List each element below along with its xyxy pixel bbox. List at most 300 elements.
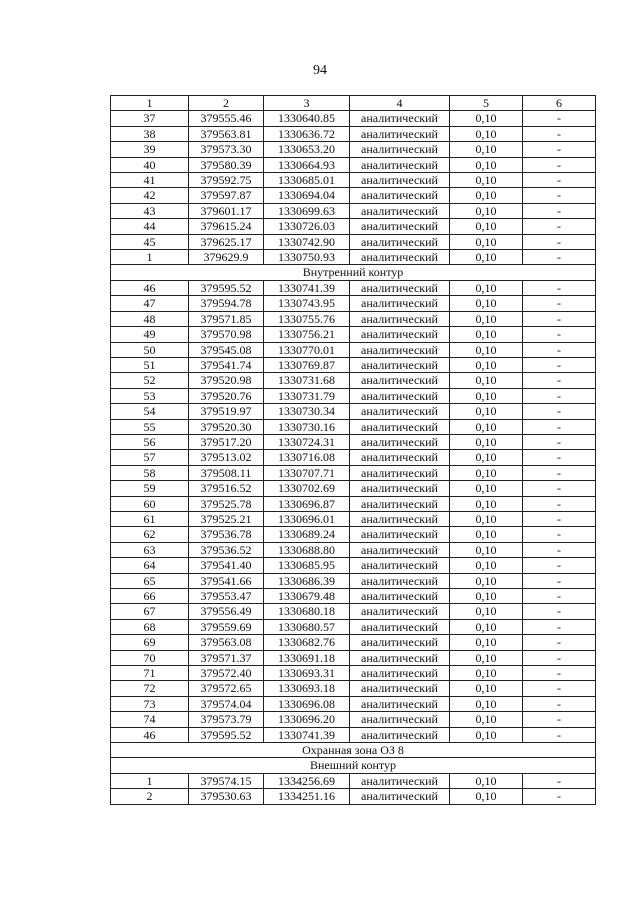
accuracy-cell: 0,10 [450, 712, 523, 727]
point-number-cell: 57 [111, 450, 189, 465]
point-number-cell: 1 [111, 773, 189, 788]
accuracy-cell: 0,10 [450, 327, 523, 342]
table-row [111, 250, 596, 265]
table-row [111, 388, 596, 403]
method-cell: аналитический [350, 481, 450, 496]
table-row [111, 142, 596, 157]
method-cell: аналитический [350, 604, 450, 619]
section-heading: Внешний контур [111, 758, 596, 773]
table-row [111, 573, 596, 588]
x-coordinate-cell: 379513.02 [189, 450, 264, 465]
accuracy-cell: 0,10 [450, 280, 523, 295]
accuracy-cell: 0,10 [450, 111, 523, 126]
table-row [111, 465, 596, 480]
x-coordinate-cell: 379545.08 [189, 342, 264, 357]
y-coordinate-cell: 1330696.01 [264, 511, 350, 526]
note-cell: - [523, 419, 596, 434]
table-row [111, 727, 596, 742]
method-cell: аналитический [350, 712, 450, 727]
x-coordinate-cell: 379541.40 [189, 558, 264, 573]
note-cell: - [523, 619, 596, 634]
x-coordinate-cell: 379595.52 [189, 280, 264, 295]
note-cell: - [523, 280, 596, 295]
table-row [111, 311, 596, 326]
method-cell: аналитический [350, 142, 450, 157]
x-coordinate-cell: 379573.30 [189, 142, 264, 157]
y-coordinate-cell: 1330699.63 [264, 203, 350, 218]
point-number-cell: 72 [111, 681, 189, 696]
y-coordinate-cell: 1330696.87 [264, 496, 350, 511]
table-row [111, 342, 596, 357]
accuracy-cell: 0,10 [450, 696, 523, 711]
table-row [111, 712, 596, 727]
method-cell: аналитический [350, 203, 450, 218]
point-number-cell: 51 [111, 357, 189, 372]
point-number-cell: 39 [111, 142, 189, 157]
y-coordinate-cell: 1330688.80 [264, 542, 350, 557]
point-number-cell: 52 [111, 373, 189, 388]
header-cell-5: 5 [450, 96, 523, 111]
x-coordinate-cell: 379580.39 [189, 157, 264, 172]
y-coordinate-cell: 1330769.87 [264, 357, 350, 372]
table-row [111, 635, 596, 650]
point-number-cell: 38 [111, 126, 189, 141]
point-number-cell: 71 [111, 666, 189, 681]
method-cell: аналитический [350, 280, 450, 295]
point-number-cell: 50 [111, 342, 189, 357]
note-cell: - [523, 342, 596, 357]
method-cell: аналитический [350, 511, 450, 526]
x-coordinate-cell: 379559.69 [189, 619, 264, 634]
method-cell: аналитический [350, 650, 450, 665]
note-cell: - [523, 126, 596, 141]
x-coordinate-cell: 379520.98 [189, 373, 264, 388]
point-number-cell: 44 [111, 219, 189, 234]
table-row [111, 419, 596, 434]
method-cell: аналитический [350, 465, 450, 480]
accuracy-cell: 0,10 [450, 511, 523, 526]
table-row [111, 234, 596, 249]
x-coordinate-cell: 379595.52 [189, 727, 264, 742]
coordinates-table [110, 95, 596, 805]
accuracy-cell: 0,10 [450, 558, 523, 573]
method-cell: аналитический [350, 157, 450, 172]
table-row [111, 404, 596, 419]
note-cell: - [523, 357, 596, 372]
table-row [111, 589, 596, 604]
table-row [111, 296, 596, 311]
y-coordinate-cell: 1330679.48 [264, 589, 350, 604]
y-coordinate-cell: 1330741.39 [264, 280, 350, 295]
note-cell: - [523, 666, 596, 681]
table-row [111, 111, 596, 126]
accuracy-cell: 0,10 [450, 481, 523, 496]
table-row [111, 666, 596, 681]
method-cell: аналитический [350, 773, 450, 788]
method-cell: аналитический [350, 327, 450, 342]
note-cell: - [523, 542, 596, 557]
method-cell: аналитический [350, 373, 450, 388]
point-number-cell: 61 [111, 511, 189, 526]
accuracy-cell: 0,10 [450, 250, 523, 265]
point-number-cell: 73 [111, 696, 189, 711]
table-row [111, 481, 596, 496]
method-cell: аналитический [350, 666, 450, 681]
method-cell: аналитический [350, 573, 450, 588]
x-coordinate-cell: 379572.40 [189, 666, 264, 681]
accuracy-cell: 0,10 [450, 126, 523, 141]
x-coordinate-cell: 379563.81 [189, 126, 264, 141]
note-cell: - [523, 681, 596, 696]
method-cell: аналитический [350, 681, 450, 696]
note-cell: - [523, 789, 596, 804]
y-coordinate-cell: 1330702.69 [264, 481, 350, 496]
accuracy-cell: 0,10 [450, 619, 523, 634]
point-number-cell: 54 [111, 404, 189, 419]
table-row [111, 619, 596, 634]
point-number-cell: 62 [111, 527, 189, 542]
note-cell: - [523, 388, 596, 403]
x-coordinate-cell: 379625.17 [189, 234, 264, 249]
note-cell: - [523, 511, 596, 526]
x-coordinate-cell: 379563.08 [189, 635, 264, 650]
point-number-cell: 69 [111, 635, 189, 650]
note-cell: - [523, 558, 596, 573]
point-number-cell: 65 [111, 573, 189, 588]
x-coordinate-cell: 379541.74 [189, 357, 264, 372]
y-coordinate-cell: 1330680.57 [264, 619, 350, 634]
point-number-cell: 42 [111, 188, 189, 203]
x-coordinate-cell: 379571.85 [189, 311, 264, 326]
table-row [111, 527, 596, 542]
header-cell-6: 6 [523, 96, 596, 111]
point-number-cell: 40 [111, 157, 189, 172]
y-coordinate-cell: 1330743.95 [264, 296, 350, 311]
accuracy-cell: 0,10 [450, 496, 523, 511]
accuracy-cell: 0,10 [450, 527, 523, 542]
accuracy-cell: 0,10 [450, 635, 523, 650]
y-coordinate-cell: 1330730.34 [264, 404, 350, 419]
accuracy-cell: 0,10 [450, 650, 523, 665]
table-row [111, 434, 596, 449]
x-coordinate-cell: 379508.11 [189, 465, 264, 480]
x-coordinate-cell: 379536.78 [189, 527, 264, 542]
accuracy-cell: 0,10 [450, 681, 523, 696]
method-cell: аналитический [350, 404, 450, 419]
point-number-cell: 60 [111, 496, 189, 511]
note-cell: - [523, 311, 596, 326]
x-coordinate-cell: 379572.65 [189, 681, 264, 696]
note-cell: - [523, 173, 596, 188]
x-coordinate-cell: 379570.98 [189, 327, 264, 342]
point-number-cell: 49 [111, 327, 189, 342]
table-row [111, 496, 596, 511]
note-cell: - [523, 450, 596, 465]
x-coordinate-cell: 379520.76 [189, 388, 264, 403]
note-cell: - [523, 219, 596, 234]
accuracy-cell: 0,10 [450, 419, 523, 434]
y-coordinate-cell: 1330730.16 [264, 419, 350, 434]
y-coordinate-cell: 1330724.31 [264, 434, 350, 449]
method-cell: аналитический [350, 527, 450, 542]
y-coordinate-cell: 1330693.31 [264, 666, 350, 681]
accuracy-cell: 0,10 [450, 573, 523, 588]
accuracy-cell: 0,10 [450, 465, 523, 480]
accuracy-cell: 0,10 [450, 142, 523, 157]
point-number-cell: 1 [111, 250, 189, 265]
accuracy-cell: 0,10 [450, 203, 523, 218]
y-coordinate-cell: 1330682.76 [264, 635, 350, 650]
point-number-cell: 2 [111, 789, 189, 804]
method-cell: аналитический [350, 635, 450, 650]
note-cell: - [523, 327, 596, 342]
accuracy-cell: 0,10 [450, 296, 523, 311]
section-heading-row [111, 265, 596, 280]
accuracy-cell: 0,10 [450, 604, 523, 619]
x-coordinate-cell: 379573.79 [189, 712, 264, 727]
method-cell: аналитический [350, 126, 450, 141]
x-coordinate-cell: 379519.97 [189, 404, 264, 419]
method-cell: аналитический [350, 388, 450, 403]
x-coordinate-cell: 379516.52 [189, 481, 264, 496]
note-cell: - [523, 404, 596, 419]
table-row [111, 511, 596, 526]
y-coordinate-cell: 1330696.08 [264, 696, 350, 711]
y-coordinate-cell: 1330741.39 [264, 727, 350, 742]
accuracy-cell: 0,10 [450, 666, 523, 681]
x-coordinate-cell: 379553.47 [189, 589, 264, 604]
x-coordinate-cell: 379556.49 [189, 604, 264, 619]
section-heading-row [111, 758, 596, 773]
y-coordinate-cell: 1330696.20 [264, 712, 350, 727]
note-cell: - [523, 635, 596, 650]
x-coordinate-cell: 379525.21 [189, 511, 264, 526]
method-cell: аналитический [350, 173, 450, 188]
note-cell: - [523, 527, 596, 542]
table-row [111, 126, 596, 141]
method-cell: аналитический [350, 558, 450, 573]
note-cell: - [523, 604, 596, 619]
x-coordinate-cell: 379629.9 [189, 250, 264, 265]
header-cell-4: 4 [350, 96, 450, 111]
point-number-cell: 48 [111, 311, 189, 326]
header-cell-3: 3 [264, 96, 350, 111]
point-number-cell: 59 [111, 481, 189, 496]
x-coordinate-cell: 379517.20 [189, 434, 264, 449]
point-number-cell: 53 [111, 388, 189, 403]
note-cell: - [523, 650, 596, 665]
method-cell: аналитический [350, 250, 450, 265]
note-cell: - [523, 250, 596, 265]
y-coordinate-cell: 1330731.79 [264, 388, 350, 403]
table-row [111, 219, 596, 234]
accuracy-cell: 0,10 [450, 188, 523, 203]
table-row [111, 650, 596, 665]
x-coordinate-cell: 379574.15 [189, 773, 264, 788]
table-row [111, 357, 596, 372]
y-coordinate-cell: 1330750.93 [264, 250, 350, 265]
table-header-row [111, 96, 596, 111]
accuracy-cell: 0,10 [450, 219, 523, 234]
method-cell: аналитический [350, 589, 450, 604]
accuracy-cell: 0,10 [450, 357, 523, 372]
method-cell: аналитический [350, 434, 450, 449]
x-coordinate-cell: 379536.52 [189, 542, 264, 557]
y-coordinate-cell: 1330755.76 [264, 311, 350, 326]
method-cell: аналитический [350, 696, 450, 711]
y-coordinate-cell: 1330726.03 [264, 219, 350, 234]
section-heading: Охранная зона ОЗ 8 [111, 743, 596, 758]
note-cell: - [523, 234, 596, 249]
y-coordinate-cell: 1330694.04 [264, 188, 350, 203]
accuracy-cell: 0,10 [450, 589, 523, 604]
y-coordinate-cell: 1330691.18 [264, 650, 350, 665]
x-coordinate-cell: 379597.87 [189, 188, 264, 203]
point-number-cell: 47 [111, 296, 189, 311]
note-cell: - [523, 696, 596, 711]
section-heading: Внутренний контур [111, 265, 596, 280]
accuracy-cell: 0,10 [450, 789, 523, 804]
point-number-cell: 37 [111, 111, 189, 126]
point-number-cell: 55 [111, 419, 189, 434]
point-number-cell: 45 [111, 234, 189, 249]
y-coordinate-cell: 1330664.93 [264, 157, 350, 172]
y-coordinate-cell: 1330685.01 [264, 173, 350, 188]
note-cell: - [523, 481, 596, 496]
note-cell: - [523, 157, 596, 172]
accuracy-cell: 0,10 [450, 311, 523, 326]
point-number-cell: 41 [111, 173, 189, 188]
point-number-cell: 58 [111, 465, 189, 480]
y-coordinate-cell: 1330731.68 [264, 373, 350, 388]
method-cell: аналитический [350, 188, 450, 203]
y-coordinate-cell: 1330636.72 [264, 126, 350, 141]
x-coordinate-cell: 379601.17 [189, 203, 264, 218]
point-number-cell: 46 [111, 280, 189, 295]
note-cell: - [523, 496, 596, 511]
point-number-cell: 64 [111, 558, 189, 573]
note-cell: - [523, 203, 596, 218]
note-cell: - [523, 712, 596, 727]
y-coordinate-cell: 1330693.18 [264, 681, 350, 696]
accuracy-cell: 0,10 [450, 388, 523, 403]
table-row [111, 173, 596, 188]
point-number-cell: 46 [111, 727, 189, 742]
method-cell: аналитический [350, 296, 450, 311]
note-cell: - [523, 465, 596, 480]
method-cell: аналитический [350, 496, 450, 511]
x-coordinate-cell: 379555.46 [189, 111, 264, 126]
x-coordinate-cell: 379592.75 [189, 173, 264, 188]
point-number-cell: 66 [111, 589, 189, 604]
method-cell: аналитический [350, 311, 450, 326]
accuracy-cell: 0,10 [450, 542, 523, 557]
section-heading-row [111, 743, 596, 758]
y-coordinate-cell: 1330653.20 [264, 142, 350, 157]
y-coordinate-cell: 1330640.85 [264, 111, 350, 126]
y-coordinate-cell: 1330689.24 [264, 527, 350, 542]
note-cell: - [523, 727, 596, 742]
y-coordinate-cell: 1334251.16 [264, 789, 350, 804]
method-cell: аналитический [350, 357, 450, 372]
y-coordinate-cell: 1330686.39 [264, 573, 350, 588]
y-coordinate-cell: 1330685.95 [264, 558, 350, 573]
note-cell: - [523, 111, 596, 126]
x-coordinate-cell: 379541.66 [189, 573, 264, 588]
accuracy-cell: 0,10 [450, 404, 523, 419]
note-cell: - [523, 773, 596, 788]
method-cell: аналитический [350, 342, 450, 357]
x-coordinate-cell: 379530.63 [189, 789, 264, 804]
accuracy-cell: 0,10 [450, 450, 523, 465]
page-number: 94 [313, 63, 327, 78]
method-cell: аналитический [350, 619, 450, 634]
method-cell: аналитический [350, 542, 450, 557]
point-number-cell: 74 [111, 712, 189, 727]
x-coordinate-cell: 379525.78 [189, 496, 264, 511]
table-row [111, 327, 596, 342]
table-row [111, 773, 596, 788]
y-coordinate-cell: 1330770.01 [264, 342, 350, 357]
note-cell: - [523, 142, 596, 157]
table-body [111, 96, 596, 805]
table-row [111, 681, 596, 696]
note-cell: - [523, 589, 596, 604]
method-cell: аналитический [350, 419, 450, 434]
table-row [111, 558, 596, 573]
accuracy-cell: 0,10 [450, 727, 523, 742]
accuracy-cell: 0,10 [450, 773, 523, 788]
table-row [111, 373, 596, 388]
method-cell: аналитический [350, 111, 450, 126]
method-cell: аналитический [350, 727, 450, 742]
note-cell: - [523, 373, 596, 388]
table-row [111, 450, 596, 465]
table-row [111, 188, 596, 203]
table-row [111, 789, 596, 804]
x-coordinate-cell: 379594.78 [189, 296, 264, 311]
point-number-cell: 70 [111, 650, 189, 665]
point-number-cell: 56 [111, 434, 189, 449]
accuracy-cell: 0,10 [450, 373, 523, 388]
table-row [111, 542, 596, 557]
accuracy-cell: 0,10 [450, 157, 523, 172]
x-coordinate-cell: 379615.24 [189, 219, 264, 234]
y-coordinate-cell: 1330756.21 [264, 327, 350, 342]
point-number-cell: 63 [111, 542, 189, 557]
y-coordinate-cell: 1330742.90 [264, 234, 350, 249]
point-number-cell: 43 [111, 203, 189, 218]
table-row [111, 280, 596, 295]
note-cell: - [523, 434, 596, 449]
method-cell: аналитический [350, 450, 450, 465]
point-number-cell: 68 [111, 619, 189, 634]
accuracy-cell: 0,10 [450, 434, 523, 449]
table-row [111, 696, 596, 711]
table-row [111, 203, 596, 218]
x-coordinate-cell: 379520.30 [189, 419, 264, 434]
point-number-cell: 67 [111, 604, 189, 619]
x-coordinate-cell: 379571.37 [189, 650, 264, 665]
y-coordinate-cell: 1330680.18 [264, 604, 350, 619]
method-cell: аналитический [350, 789, 450, 804]
method-cell: аналитический [350, 219, 450, 234]
y-coordinate-cell: 1334256.69 [264, 773, 350, 788]
accuracy-cell: 0,10 [450, 173, 523, 188]
note-cell: - [523, 296, 596, 311]
header-cell-1: 1 [111, 96, 189, 111]
table-row [111, 157, 596, 172]
